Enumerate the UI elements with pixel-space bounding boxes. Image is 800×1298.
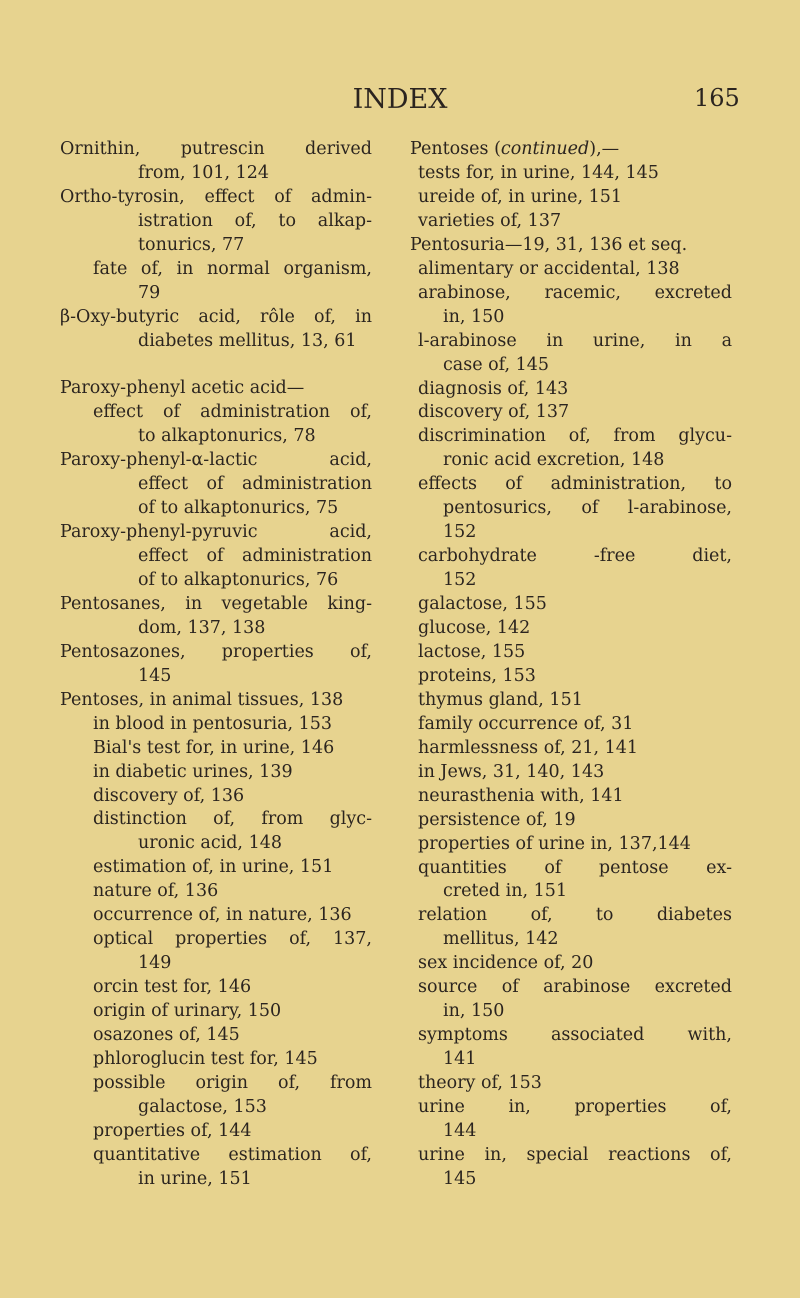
index-subentry	[60, 713, 372, 737]
entry-line: orcin test for, 146	[93, 977, 252, 998]
index-subentry	[410, 952, 732, 976]
index-subentry	[410, 473, 732, 545]
index-subentry	[410, 713, 732, 737]
entry-line: 144	[443, 1120, 477, 1141]
entry-line: occurrence of, in nature, 136	[93, 905, 352, 926]
entry-line: dom, 137, 138	[138, 617, 266, 638]
index-subentry	[410, 425, 732, 473]
entry-line: lactose, 155	[418, 641, 526, 662]
index-subentry	[410, 809, 732, 833]
entry-line: proteins, 153	[418, 665, 536, 686]
index-entry	[60, 186, 372, 258]
entry-line: 145	[443, 1168, 477, 1189]
entry-line: optical properties of, 137,	[93, 929, 372, 950]
entry-line: urine in, properties of,	[418, 1096, 732, 1117]
entry-line: neurasthenia with, 141	[418, 785, 624, 806]
index-entry	[60, 689, 372, 713]
index-entry	[60, 377, 372, 401]
index-subentry	[410, 857, 732, 905]
entry-line: Ornithin, putrescin derived	[60, 139, 372, 159]
index-subentry	[410, 641, 732, 665]
index-entry	[60, 641, 372, 689]
entry-line: symptoms associated with,	[418, 1025, 732, 1046]
entry-line: properties of, 144	[93, 1120, 252, 1141]
entry-line: thymus gland, 151	[418, 689, 583, 710]
entry-line: tests for, in urine, 144, 145	[418, 162, 659, 183]
entry-line: estimation of, in urine, 151	[93, 857, 334, 878]
index-entry	[60, 138, 372, 186]
entry-line: in urine, 151	[138, 1168, 252, 1189]
index-subentry	[60, 1072, 372, 1120]
entry-line: Pentosanes, in vegetable king-	[60, 593, 372, 614]
entry-line: discrimination of, from glycu-	[418, 426, 732, 447]
entry-line: quantities of pentose ex-	[418, 857, 732, 878]
index-subentry	[410, 1144, 732, 1192]
index-subentry	[410, 330, 732, 378]
entry-line: Paroxy-phenyl acetic acid—	[60, 378, 305, 399]
index-subentry	[410, 904, 732, 952]
entry-line: properties of urine in, 137,144	[418, 833, 691, 854]
index-subentry	[60, 928, 372, 976]
entry-line: Bial's test for, in urine, 146	[93, 737, 335, 758]
entry-line: osazones of, 145	[93, 1025, 240, 1046]
entry-line: 152	[443, 522, 477, 543]
entry-line: alimentary or accidental, 138	[418, 258, 680, 279]
entry-line: Pentoses, in animal tissues, 138	[60, 689, 344, 710]
entry-line: effects of administration, to	[418, 474, 732, 495]
index-subentry	[60, 808, 372, 856]
entry-line: β-Oxy-butyric acid, rôle of, in	[60, 306, 372, 327]
index-subentry	[410, 258, 732, 282]
index-subentry	[410, 1096, 732, 1144]
entry-line: Paroxy-phenyl-α-lactic acid,	[60, 450, 372, 471]
entry-line: galactose, 155	[418, 594, 547, 615]
entry-line: in diabetic urines, 139	[93, 761, 293, 782]
entry-line: of to alkaptonurics, 76	[138, 569, 339, 590]
index-subentry	[60, 1024, 372, 1048]
index-subentry	[410, 186, 732, 210]
index-subentry	[410, 162, 732, 186]
entry-line: Ortho-tyrosin, effect of admin-	[60, 186, 372, 207]
entry-line: diagnosis of, 143	[418, 378, 569, 399]
entry-line: fate of, in normal organism,	[93, 258, 372, 279]
entry-line: istration of, to alkap-	[138, 210, 372, 231]
entry-line: to alkaptonurics, 78	[138, 426, 316, 447]
entry-line: discovery of, 136	[93, 785, 245, 806]
entry-line: 149	[138, 953, 172, 974]
index-subentry	[410, 617, 732, 641]
index-subentry	[410, 401, 732, 425]
index-subentry	[60, 1048, 372, 1072]
entry-line: Pentosazones, properties of,	[60, 641, 372, 662]
index-subentry	[60, 401, 372, 449]
index-entry	[410, 234, 732, 258]
entry-line: varieties of, 137	[418, 210, 562, 231]
index-subentry	[410, 545, 732, 593]
index-subentry	[60, 1120, 372, 1144]
entry-line: distinction of, from glyc-	[93, 809, 372, 830]
entry-line: from, 101, 124	[138, 162, 270, 183]
entry-spacer	[60, 354, 372, 378]
entry-line: in, 150	[443, 306, 505, 327]
entry-line: 141	[443, 1049, 477, 1070]
entry-line: sex incidence of, 20	[418, 953, 594, 974]
entry-line: nature of, 136	[93, 881, 219, 902]
entry-line: l-arabinose in urine, in a	[418, 330, 732, 351]
index-subentry	[60, 976, 372, 1000]
index-subentry	[60, 785, 372, 809]
index-subentry	[60, 880, 372, 904]
entry-line: source of arabinose excreted	[418, 977, 732, 998]
entry-line: ronic acid excretion, 148	[443, 450, 665, 471]
entry-line: Pentosuria—19, 31, 136 et seq.	[410, 234, 688, 255]
entry-line: glucose, 142	[418, 617, 531, 638]
index-entry	[410, 138, 732, 162]
index-subentry	[60, 761, 372, 785]
index-subentry	[410, 1024, 732, 1072]
index-entry	[60, 449, 372, 521]
entry-line: Pentoses (continued),—	[410, 139, 620, 159]
index-subentry	[410, 1072, 732, 1096]
entry-line: relation of, to diabetes	[418, 905, 732, 926]
entry-line: in Jews, 31, 140, 143	[418, 761, 605, 782]
index-subentry	[60, 258, 372, 306]
continued-label: continued	[500, 139, 590, 159]
index-subentry	[410, 689, 732, 713]
index-subentry	[410, 665, 732, 689]
entry-line: possible origin of, from	[93, 1072, 372, 1093]
index-subentry	[410, 761, 732, 785]
entry-line: carbohydrate -free diet,	[418, 546, 732, 567]
entry-line: uronic acid, 148	[138, 833, 282, 854]
entry-line: pentosurics, of l-arabinose,	[443, 498, 732, 519]
index-entry	[60, 306, 372, 354]
index-subentry	[410, 378, 732, 402]
index-subentry	[410, 737, 732, 761]
entry-line: discovery of, 137	[418, 402, 570, 423]
entry-line: ureide of, in urine, 151	[418, 186, 623, 207]
entry-line: effect of administration of,	[93, 402, 372, 423]
entry-line: of to alkaptonurics, 75	[138, 498, 339, 519]
entry-line: 79	[138, 282, 161, 303]
index-subentry	[60, 904, 372, 928]
entry-line: theory of, 153	[418, 1073, 542, 1094]
index-subentry	[60, 1000, 372, 1024]
entry-line: origin of urinary, 150	[93, 1001, 282, 1022]
entry-line: galactose, 153	[138, 1096, 267, 1117]
entry-line: effect of administration	[138, 546, 372, 567]
index-subentry	[410, 976, 732, 1024]
index-subentry	[410, 833, 732, 857]
index-column-right	[410, 138, 732, 1192]
index-subentry	[410, 593, 732, 617]
entry-line: quantitative estimation of,	[93, 1144, 372, 1165]
entry-line: family occurrence of, 31	[418, 713, 634, 734]
entry-line: diabetes mellitus, 13, 61	[138, 330, 357, 351]
entry-line: 145	[138, 665, 172, 686]
entry-line: 152	[443, 570, 477, 591]
entry-line: persistence of, 19	[418, 809, 576, 830]
index-subentry	[60, 737, 372, 761]
index-subentry	[410, 210, 732, 234]
running-header-title: INDEX	[352, 84, 448, 115]
entry-line: effect of administration	[138, 474, 372, 495]
index-subentry	[410, 785, 732, 809]
entry-line: creted in, 151	[443, 881, 568, 902]
entry-line: mellitus, 142	[443, 929, 559, 950]
index-subentry	[60, 856, 372, 880]
entry-line: case of, 145	[443, 354, 550, 375]
index-subentry	[60, 1144, 372, 1192]
index-column-left	[60, 138, 372, 1192]
entry-line: harmlessness of, 21, 141	[418, 737, 639, 758]
entry-line: in blood in pentosuria, 153	[93, 713, 333, 734]
entry-line: in, 150	[443, 1001, 505, 1022]
index-subentry	[410, 282, 732, 330]
index-entry	[60, 593, 372, 641]
entry-line: phloroglucin test for, 145	[93, 1048, 318, 1069]
entry-line: arabinose, racemic, excreted	[418, 282, 732, 303]
entry-line: Paroxy-phenyl-pyruvic acid,	[60, 522, 372, 543]
entry-line: tonurics, 77	[138, 234, 245, 255]
entry-line: urine in, special reactions of,	[418, 1144, 732, 1165]
page-number: 165	[694, 84, 740, 112]
index-entry	[60, 521, 372, 593]
